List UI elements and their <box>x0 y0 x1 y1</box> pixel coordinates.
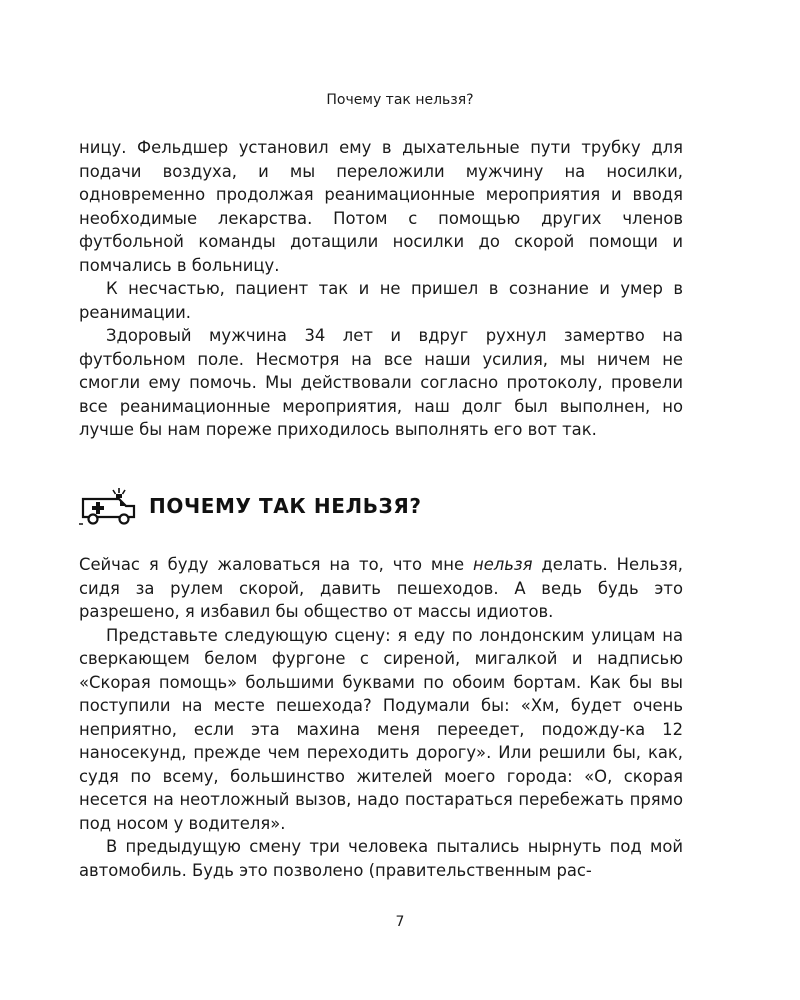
page-number: 7 <box>395 914 405 930</box>
paragraph: ницу. Фельдшер установил ему в дыхательные пути трубку для подачи воздуха, и мы переложили мужчину на носилки, одновременно продолжая реанимационные мероприятия и вводя необходимые лекарства. Потом с помощью других членов футбольной команды дотащили носилки до скорой помощи и помчались в больницу. <box>79 138 683 275</box>
text-block-top <box>79 136 683 442</box>
paragraph: Здоровый мужчина 34 лет и вдруг рухнул замертво на футбольном поле. Несмотря на все наши усилия, мы ничем не смогли ему помочь. Мы действовали согласно протоколу, провели все реанимационные мероприятия, наш долг был выполнен, но лучше бы нам пореже приходилось выполнять его вот так. <box>79 326 683 439</box>
text-run: делать. Нельзя, сидя за рулем скорой, давить пешеходов. А ведь будь это разрешено, я избавил бы общество от массы идиотов. <box>79 555 684 621</box>
text-block-bottom <box>79 553 683 882</box>
emphasis-word: нельзя <box>472 555 533 574</box>
paragraph: В предыдущую смену три человека пытались нырнуть под мой автомобиль. Будь это позволено (правительственным рас- <box>79 837 683 880</box>
text-run: Сейчас я буду жаловаться на то, что мне <box>79 555 473 574</box>
running-head: Почему так нельзя? <box>326 92 474 108</box>
paragraph <box>79 553 683 624</box>
paragraph: К несчастью, пациент так и не пришел в сознание и умер в реанимации. <box>79 279 683 322</box>
section-heading <box>79 486 422 526</box>
ambulance-icon <box>79 486 141 526</box>
section-title: ПОЧЕМУ ТАК НЕЛЬЗЯ? <box>149 494 422 518</box>
paragraph: Представьте следующую сцену: я еду по лондонским улицам на сверкающем белом фургоне с сиреной, мигалкой и надписью «Скорая помощь» большими буквами по обоим бортам. Как бы вы поступили на месте пешехода? Подумали бы: «Хм, будет очень неприятно, если эта махина меня переедет, подожду-ка 12 наносекунд, прежде чем переходить дорогу». Или решили бы, как, судя по всему, большинство жителей моего города: «О, скорая несется на неотложный вызов, надо постараться перебежать прямо под носом у водителя». <box>79 625 683 833</box>
